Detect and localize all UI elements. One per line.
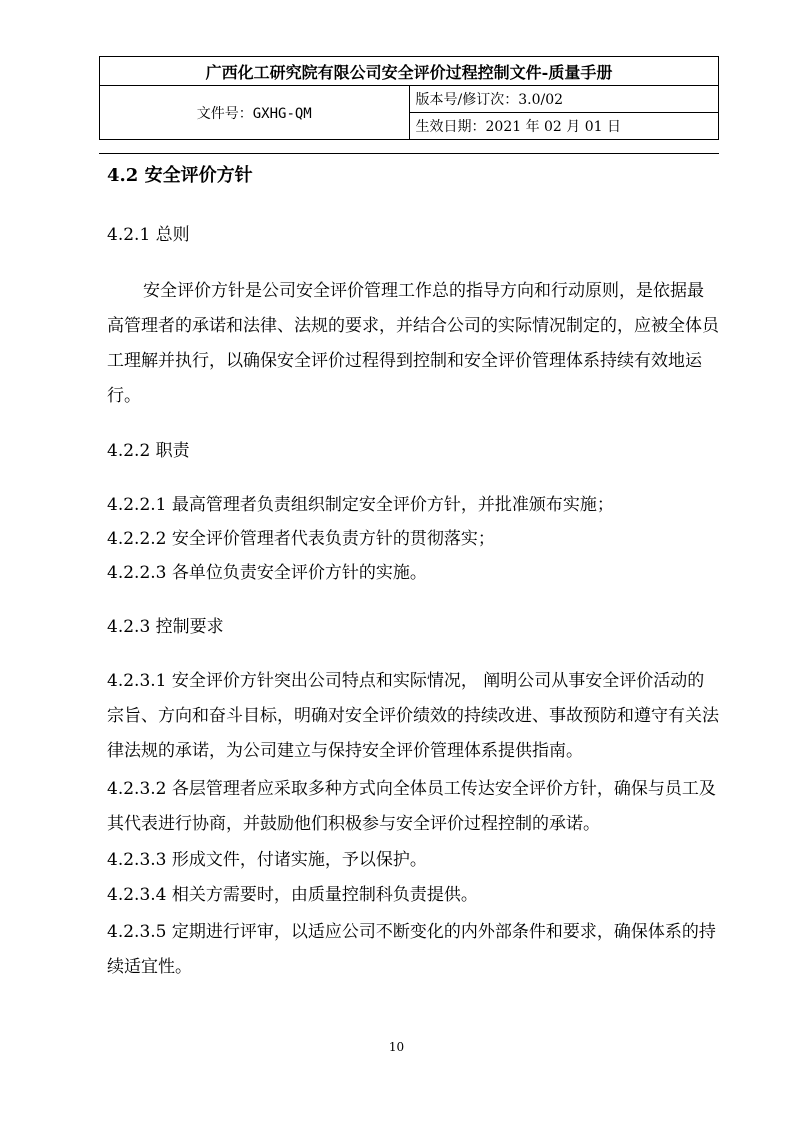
control-item: 4.2.3.5 定期进行评审，以适应公司不断变化的内外部条件和要求，确保体系的持续适宜性。 [107, 922, 716, 977]
section-heading: 4.2 安全评价方针 [107, 165, 253, 186]
control-item: 4.2.3.3 形成文件，付诸实施，予以保护。 [107, 850, 427, 870]
header-divider [99, 153, 719, 154]
page-number: 10 [388, 1040, 405, 1054]
subsection-heading-control: 4.2.3 控制要求 [107, 617, 224, 637]
version-number: 版本号/修订次：3.0/02 [409, 86, 719, 113]
document-number: 文件号：GXHG-QM [100, 86, 410, 140]
control-item: 4.2.3.2 各层管理者应采取多种方式向全体员工传达安全评价方针，确保与员工及其代表进行协商，并鼓励他们积极参与安全评价过程控制的承诺。 [107, 779, 716, 834]
document-title: 广西化工研究院有限公司安全评价过程控制文件-质量手册 [100, 57, 719, 86]
control-item: 4.2.3.1 安全评价方针突出公司特点和实际情况， 阐明公司从事安全评价活动的宗旨、方向和奋斗目标，明确对安全评价绩效的持续改进、事故预防和遵守有关法律法规的承诺，为公司建立与保持安全评价管理体系提供指南。 [107, 671, 719, 761]
general-paragraph: 安全评价方针是公司安全评价管理工作总的指导方向和行动原则，是依据最高管理者的承诺和法律、法规的要求，并结合公司的实际情况制定的，应被全体员工理解并执行，以确保安全评价过程得到控制和安全评价管理体系持续有效地运行。 [107, 281, 719, 406]
subsection-heading-duties: 4.2.2 职责 [107, 441, 190, 461]
control-item: 4.2.3.4 相关方需要时，由质量控制科负责提供。 [107, 885, 478, 905]
duty-item: 4.2.2.3 各单位负责安全评价方针的实施。 [107, 563, 427, 583]
header-table [99, 56, 719, 140]
subsection-heading-general: 4.2.1 总则 [107, 225, 190, 245]
duty-item: 4.2.2.2 安全评价管理者代表负责方针的贯彻落实； [107, 529, 495, 549]
duty-item: 4.2.2.1 最高管理者负责组织制定安全评价方针，并批准颁布实施； [107, 495, 614, 515]
effective-date: 生效日期：2021 年 02 月 01 日 [409, 113, 719, 140]
